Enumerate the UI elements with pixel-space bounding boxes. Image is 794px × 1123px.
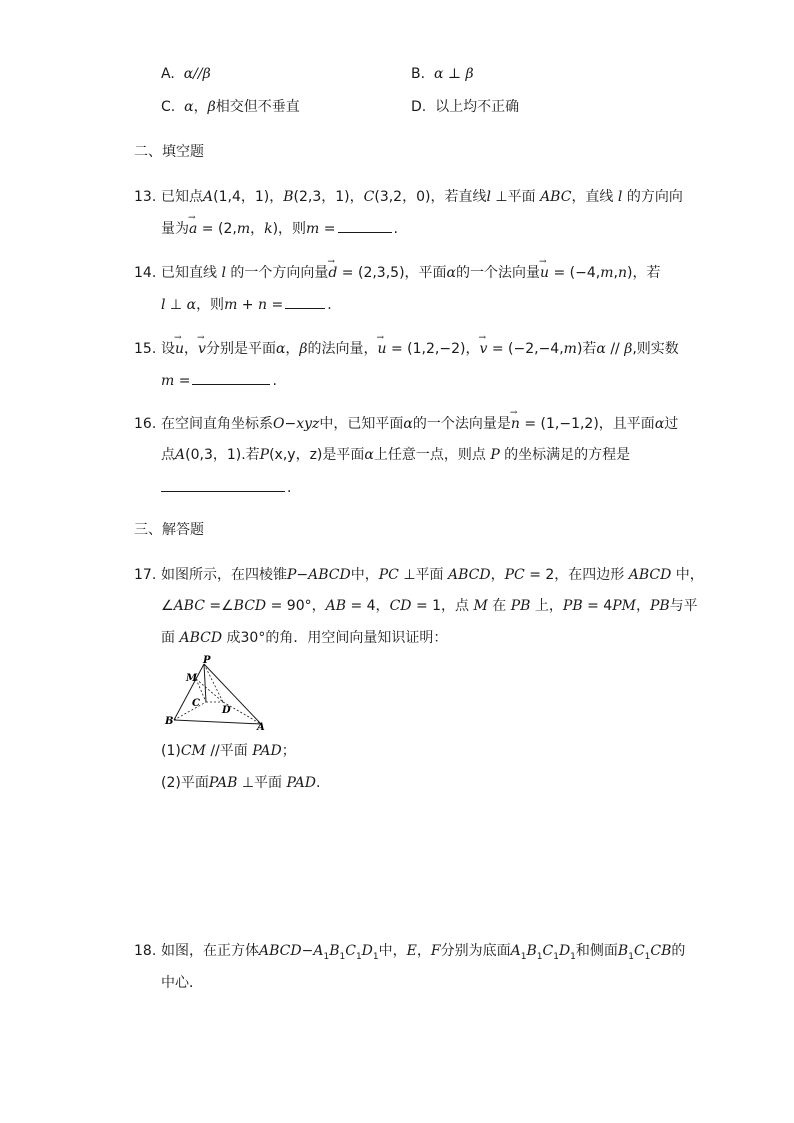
q18-line-1: 如图，在正方体$ABCD-A_1B_1C_1D_1$中，E，F分别为底面$A_1B_1C_1D_1$和侧面$B_1C_1CB$的	[161, 943, 686, 962]
edge-pd	[204, 664, 223, 702]
option-c: C. α，β相交但不垂直	[161, 99, 300, 115]
q17-line-2: ∠ABC =∠BCD = 90°，AB = 4，CD = 1，点 M 在 PB 上，PB = 4PM，PB与平	[161, 598, 698, 614]
label-c: C	[192, 698, 200, 709]
edge-md	[196, 679, 223, 702]
question-number: 15.	[134, 341, 157, 357]
q17-sub-1: (1)CM //平面 PAD；	[161, 743, 296, 759]
section-heading-fill-blank: 二、填空题	[134, 144, 204, 160]
q16-line-2: 点A(0,3，1).若P(x,y，z)是平面α上任意一点，则点 P 的坐标满足的方程是	[161, 447, 631, 463]
q15-line-1: 设→ u，→ v分别是平面α，β的法向量，→ u = (1,2,−2)，→ v = (−2,−4,m)若α // β,则实数	[161, 339, 679, 359]
q16-line-3: .	[161, 477, 291, 498]
label-p: P	[203, 655, 211, 666]
q13-line-2: 量为→ a = (2,m，k)，则m = .	[161, 218, 398, 239]
question-number: 18.	[134, 943, 157, 959]
pyramid-figure	[160, 655, 270, 730]
q14-line-2: l ⊥ α，则m + n = .	[161, 294, 332, 315]
question-number: 16.	[134, 416, 157, 432]
answer-blank[interactable]	[192, 370, 270, 385]
label-d: D	[222, 705, 231, 716]
section-heading-answer: 三、解答题	[134, 522, 204, 538]
question-number: 14.	[134, 265, 157, 281]
q18-line-2: 中心．	[161, 975, 203, 991]
label-m: M	[186, 673, 198, 684]
edge-pc	[204, 664, 206, 702]
option-b: B. α ⊥ β	[411, 66, 474, 82]
answer-blank[interactable]	[338, 218, 392, 233]
label-b: B	[165, 716, 174, 727]
edge-ba	[174, 720, 261, 724]
q15-line-2: m = .	[161, 370, 277, 391]
label-a: A	[257, 722, 265, 730]
q17-line-3: 面 ABCD 成30°的角．用空间向量知识证明：	[161, 630, 448, 646]
q17-sub-2: (2)平面PAB ⊥平面 PAD.	[161, 775, 321, 791]
question-number: 17.	[134, 567, 157, 583]
answer-blank[interactable]	[285, 294, 325, 309]
option-a: A. α//β	[161, 66, 211, 82]
edge-pa	[204, 664, 261, 724]
q16-line-1: 在空间直角坐标系O−xyz中，已知平面α的一个法向量是→ n = (1,−1,2)，且平面α过	[161, 414, 678, 434]
q14-line-1: 已知直线 l 的一个方向向量→ d = (2,3,5)，平面α的一个法向量→ u = (−4,m,n)，若	[161, 263, 660, 283]
answer-blank[interactable]	[161, 477, 285, 492]
question-number: 13.	[134, 189, 157, 205]
q13-line-1: 已知点A(1,4，1)，B(2,3，1)，C(3,2，0)，若直线l ⊥平面 ABC，直线 l 的方向向	[161, 189, 683, 205]
q17-line-1: 如图所示，在四棱锥P−ABCD中，PC ⊥平面 ABCD，PC = 2，在四边形 ABCD 中，	[161, 567, 704, 583]
option-d: D. 以上均不正确	[411, 99, 520, 115]
